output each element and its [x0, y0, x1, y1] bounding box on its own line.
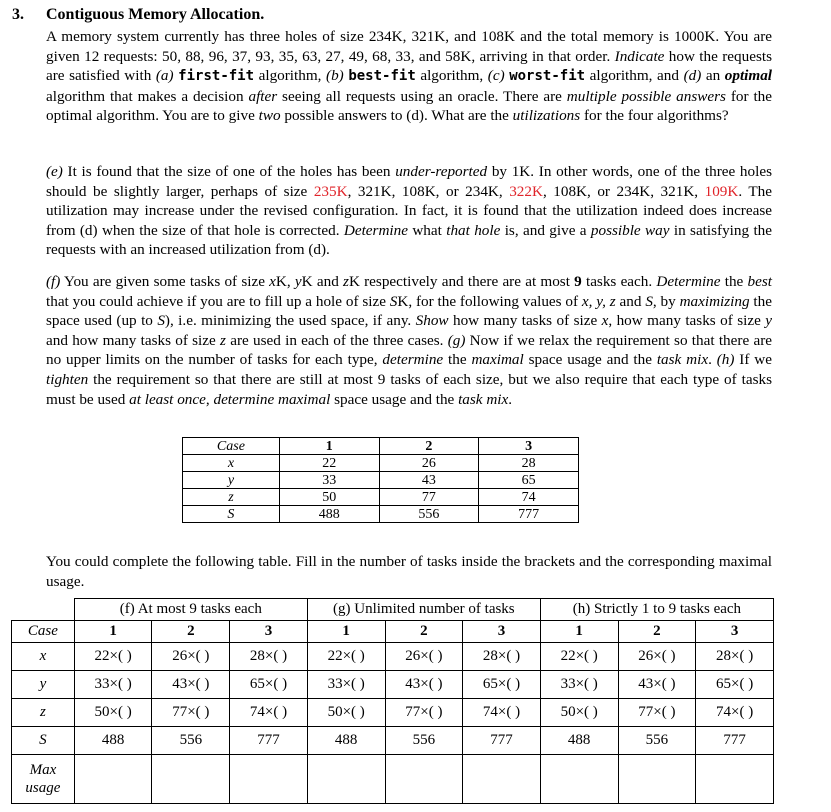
corner-cell [12, 599, 75, 621]
answer-cell: 26×( ) [152, 643, 230, 671]
text: y [294, 273, 302, 290]
table-row-y [12, 671, 774, 699]
text: multiple possible answers [566, 87, 726, 105]
text: 235K [313, 182, 348, 200]
text: tasks each. [581, 273, 657, 290]
text: , 108K, or 234K, 321K, [542, 182, 705, 200]
case-index: 1 [74, 621, 152, 643]
case-index: 1 [540, 621, 618, 643]
table-cell: 33 [279, 472, 379, 489]
text: for the optimal algorithm. You are to give [46, 87, 772, 125]
text: maximizing [679, 292, 750, 310]
max-usage-cell [74, 755, 152, 804]
answer-cell: 50×( ) [307, 699, 385, 727]
text: for the four algorithms? [580, 107, 729, 125]
text: z [343, 273, 349, 290]
row-label: x [183, 455, 280, 472]
text: under-reported [395, 163, 488, 180]
text: two [258, 107, 281, 125]
table-row-z [12, 699, 774, 727]
text: that you could achieve if you are to fill up a hole of size [46, 292, 390, 310]
max-usage-cell [696, 755, 774, 804]
answer-cell: 77×( ) [618, 699, 696, 727]
table-row [183, 506, 579, 523]
text: space usage and the [330, 390, 459, 408]
answer-cell: 50×( ) [540, 699, 618, 727]
table-cell: 556 [385, 727, 463, 755]
text: 109K [704, 182, 739, 200]
table-cell: 556 [152, 727, 230, 755]
text: and [615, 292, 646, 310]
text: S [157, 312, 165, 330]
case-label: Case [12, 621, 75, 643]
text: optimal [724, 67, 773, 85]
text: an [701, 67, 725, 85]
text: You are given some tasks of size [60, 273, 270, 290]
table-cell: 777 [696, 727, 774, 755]
paragraph-f [46, 272, 772, 409]
text: . The utilization may increase under the revised configuration. In fact, it is found that the utilization indeed does increase from (d) when the size of that hole is corrected. [46, 182, 772, 239]
text: Show [415, 312, 449, 330]
group-header-row [12, 599, 774, 621]
table-cell: 28 [479, 455, 579, 472]
max-usage-cell [540, 755, 618, 804]
table-cell: 488 [279, 506, 379, 523]
answer-cell: 65×( ) [463, 671, 541, 699]
table-cell: 488 [540, 727, 618, 755]
answer-cell: 74×( ) [696, 699, 774, 727]
case-index-row [12, 621, 774, 643]
max-usage-cell [307, 755, 385, 804]
text: how many tasks of size [448, 312, 602, 330]
text: seeing all requests using an oracle. There are [277, 87, 567, 105]
text: best [747, 273, 772, 290]
table-cell: 26 [379, 455, 479, 472]
answer-cell: 28×( ) [696, 643, 774, 671]
table-row-s [12, 727, 774, 755]
text: that hole [446, 221, 501, 239]
table-cell: 777 [463, 727, 541, 755]
text: worst-fit [509, 68, 586, 85]
max-usage-cell [385, 755, 463, 804]
text: algorithm, [415, 67, 488, 85]
text: K, for the following values of [397, 292, 582, 310]
text: , how many tasks of size [608, 312, 766, 330]
text: 9 [574, 273, 582, 290]
answer-cell: 33×( ) [540, 671, 618, 699]
table-row [183, 489, 579, 506]
max-usage-row [12, 755, 774, 804]
table-header-cell: 3 [479, 438, 579, 455]
text: . [708, 351, 717, 369]
case-index: 3 [230, 621, 308, 643]
text: task mix [656, 351, 709, 369]
text: (f) [46, 273, 61, 290]
text: possible answers to (d). What are the [280, 107, 513, 125]
group-header-h: (h) Strictly 1 to 9 tasks each [540, 599, 773, 621]
text: Determine [656, 273, 721, 290]
row-label: y [12, 671, 75, 699]
text: (c) [487, 67, 505, 85]
table-cell: 77 [379, 489, 479, 506]
table-header-row [183, 438, 579, 455]
max-usage-label [12, 755, 75, 804]
text: the [443, 351, 472, 369]
answer-cell: 50×( ) [74, 699, 152, 727]
text: are used in each of the three cases. [225, 331, 448, 349]
text: determine maximal [213, 390, 331, 408]
text: If we [734, 351, 772, 369]
text: K respectively and there are at most [348, 273, 575, 290]
group-header-g: (g) Unlimited number of tasks [307, 599, 540, 621]
row-label: z [183, 489, 280, 506]
question-title: Contiguous Memory Allocation. [46, 6, 265, 23]
table-header-cell: Case [183, 438, 280, 455]
answer-cell: 22×( ) [540, 643, 618, 671]
table-cell: 777 [230, 727, 308, 755]
text: Indicate [614, 47, 665, 65]
text: tighten [46, 370, 89, 388]
table-cell: 43 [379, 472, 479, 489]
answer-cell: 65×( ) [230, 671, 308, 699]
text: x [601, 312, 609, 330]
text: K, [275, 273, 295, 290]
text: . [508, 390, 513, 408]
text: determine [382, 351, 444, 369]
text: (b) [326, 67, 344, 85]
text: and how many tasks of size [46, 331, 221, 349]
text: what [407, 221, 447, 239]
text: the [720, 273, 748, 290]
answer-cell: 77×( ) [152, 699, 230, 727]
case-index: 3 [463, 621, 541, 643]
text: algorithm, and [585, 67, 684, 85]
text: at least once [129, 390, 206, 408]
row-label: S [12, 727, 75, 755]
max-usage-cell [618, 755, 696, 804]
paragraph-instructions: You could complete the following table. Fill in the number of tasks inside the brackets and the corresponding maximal usage. [46, 553, 772, 590]
case-index: 2 [385, 621, 463, 643]
text: by 1K. In other words, one of the three holes should be slightly larger, perhaps of size [46, 163, 772, 200]
case-index: 3 [696, 621, 774, 643]
text: first-fit [178, 68, 255, 85]
text: , [205, 390, 214, 408]
max-usage-cell [152, 755, 230, 804]
table-cell: 556 [379, 506, 479, 523]
answer-cell: 74×( ) [463, 699, 541, 727]
text: (a) [155, 67, 174, 85]
text: Determine [343, 221, 408, 239]
text: Now if we relax the requirement so that there are no upper limits on the number of tasks for each type, [46, 331, 772, 369]
paragraph-intro [46, 27, 772, 126]
table-row [183, 472, 579, 489]
text: , 321K, 108K, or 234K, [347, 182, 510, 200]
answer-cell: 22×( ) [307, 643, 385, 671]
question-heading [12, 6, 264, 24]
table-cell: 777 [479, 506, 579, 523]
text: x [269, 273, 276, 290]
text: S [389, 292, 398, 310]
table-cell: 65 [479, 472, 579, 489]
answer-cell: 28×( ) [230, 643, 308, 671]
text: utilizations [512, 107, 581, 125]
case-index: 2 [152, 621, 230, 643]
text: the space used (up to [46, 292, 772, 330]
answer-table [11, 598, 774, 804]
text: space usage and the [523, 351, 657, 369]
text: 322K [509, 182, 543, 200]
text: (g) [447, 331, 466, 349]
text: algorithm, [254, 67, 327, 85]
text: y [765, 312, 772, 330]
answer-cell: 65×( ) [696, 671, 774, 699]
text: in satisfying the requests with an increased utilization from (d). [46, 221, 772, 259]
answer-cell: 43×( ) [618, 671, 696, 699]
text: Max [29, 762, 57, 778]
text: K and [301, 273, 344, 290]
text: after [248, 87, 278, 105]
answer-cell: 22×( ) [74, 643, 152, 671]
table-cell: 50 [279, 489, 379, 506]
text: algorithm that makes a decision [46, 87, 249, 105]
table-row-x [12, 643, 774, 671]
table-cell: 556 [618, 727, 696, 755]
text: usage [25, 780, 61, 796]
row-label: S [183, 506, 280, 523]
table-cell: 74 [479, 489, 579, 506]
text: is, and give a [500, 221, 591, 239]
case-index: 2 [618, 621, 696, 643]
answer-cell: 26×( ) [385, 643, 463, 671]
answer-cell: 33×( ) [74, 671, 152, 699]
table-cell: 22 [279, 455, 379, 472]
case-index: 1 [307, 621, 385, 643]
row-label: x [12, 643, 75, 671]
answer-cell: 43×( ) [385, 671, 463, 699]
text: (e) [46, 163, 63, 180]
table-cell: 488 [74, 727, 152, 755]
answer-cell: 33×( ) [307, 671, 385, 699]
text: maximal [471, 351, 524, 369]
text: task mix [458, 390, 509, 408]
text: (d) [683, 67, 702, 85]
table-header-cell: 1 [279, 438, 379, 455]
text: , by [652, 292, 680, 310]
max-usage-cell [230, 755, 308, 804]
answer-cell: 74×( ) [230, 699, 308, 727]
text: It is found that the size of one of the holes has been [62, 163, 396, 180]
table-header-cell: 2 [379, 438, 479, 455]
text: z [220, 331, 226, 349]
text: ), i.e. minimizing the used space, if any. [164, 312, 416, 330]
text: (h) [716, 351, 735, 369]
question-number: 3. [12, 6, 24, 23]
answer-cell: 77×( ) [385, 699, 463, 727]
text: x, y, z [581, 292, 616, 310]
task-sizes-table [182, 437, 579, 523]
text: the requirement so that there are still at most 9 tasks of each size, but we also require that each type of tasks must be used [46, 370, 772, 408]
max-usage-cell [463, 755, 541, 804]
table-row [183, 455, 579, 472]
text: S [645, 292, 653, 310]
row-label: z [12, 699, 75, 727]
table-cell: 488 [307, 727, 385, 755]
answer-cell: 26×( ) [618, 643, 696, 671]
answer-cell: 28×( ) [463, 643, 541, 671]
text: best-fit [348, 68, 416, 85]
row-label: y [183, 472, 280, 489]
group-header-f: (f) At most 9 tasks each [74, 599, 307, 621]
text: how the requests are satisfied with [46, 47, 773, 85]
text: possible way [590, 221, 670, 239]
answer-cell: 43×( ) [152, 671, 230, 699]
text: A memory system currently has three holes of size 234K, 321K, and 108K and the total memory is 1000K. You are given 12 requests: 50, 88, 96, 37, 93, 35, 63, 27, 49, 68, 33, and 58K, arriving in that order. [46, 28, 772, 65]
paragraph-e [46, 162, 772, 260]
